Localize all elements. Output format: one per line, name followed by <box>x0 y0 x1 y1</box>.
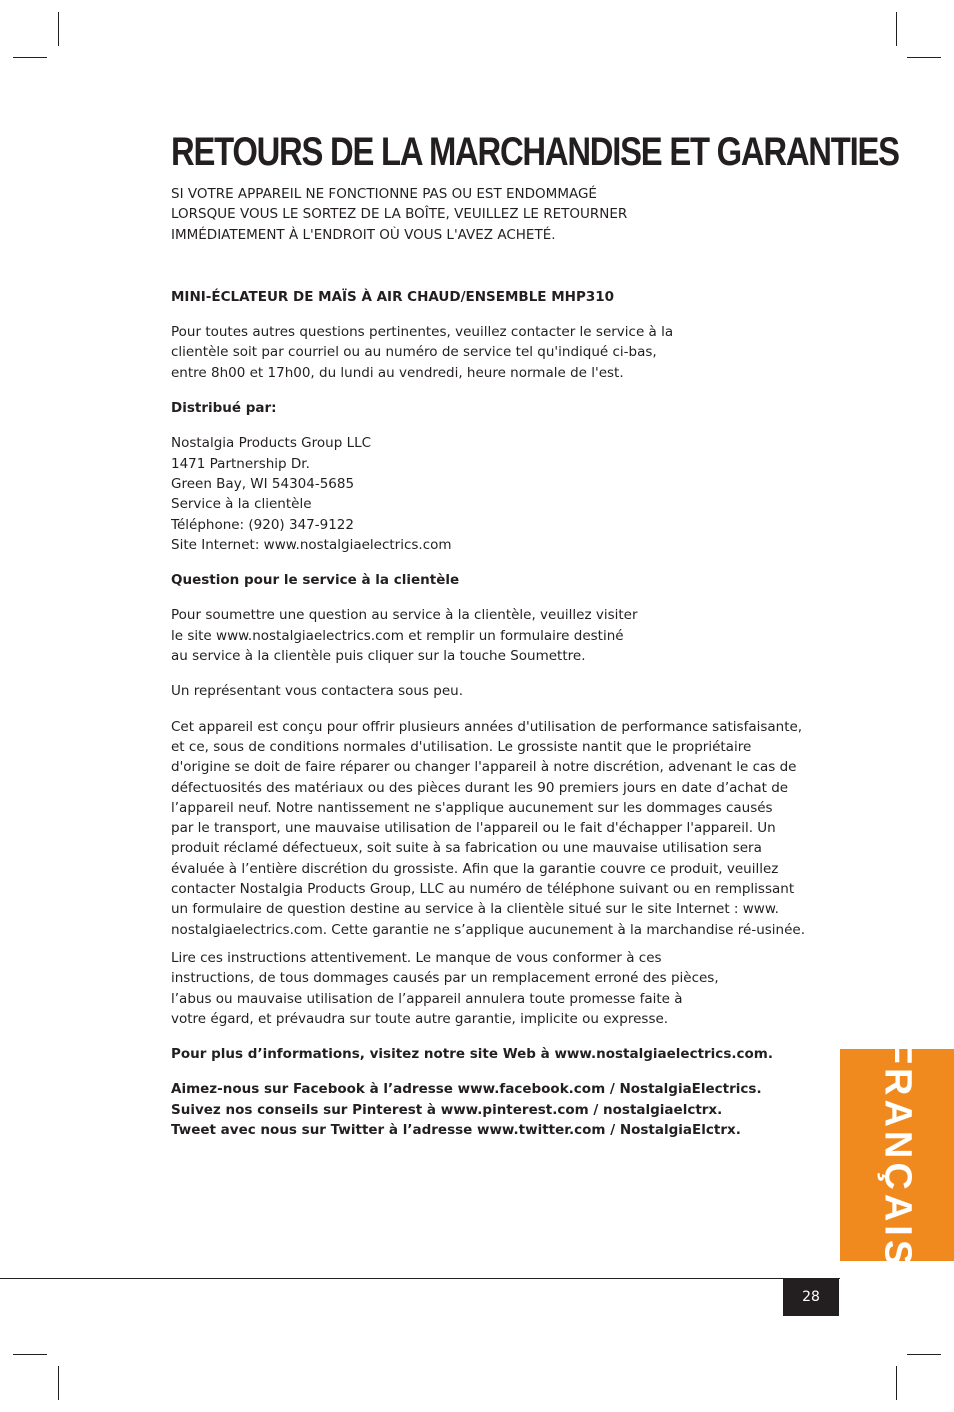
distributed-heading: Distribué par: <box>171 400 277 417</box>
page-content <box>171 184 831 1140</box>
representative-note: Un représentant vous contactera sous peu. <box>171 683 463 700</box>
crop-mark <box>13 57 47 58</box>
crop-mark <box>58 1366 59 1400</box>
intro-text: SI VOTRE APPAREIL NE FONCTIONNE PAS OU EST ENDOMMAGÉ LORSQUE VOUS LE SORTEZ DE LA BOÎTE, VEUILLEZ LE RETOURNER IMMÉDIATEMENT À L'ENDROIT OÙ VOUS L'AVEZ ACHETÉ. <box>171 186 628 243</box>
crop-mark <box>907 57 941 58</box>
more-info-line: Pour plus d’informations, visitez notre site Web à www.nostalgiaelectrics.com. <box>171 1046 773 1063</box>
social-links: Aimez-nous sur Facebook à l’adresse www.facebook.com / NostalgiaElectrics. Suivez nos conseils sur Pinterest à www.pinterest.com / nostalgiaelctrx. Tweet avec nous sur Twitter à l’adresse www.twitter.com / NostalgiaElctrx. <box>171 1081 762 1138</box>
language-tab <box>840 1040 954 1270</box>
crop-mark <box>13 1354 47 1355</box>
page-number: 28 <box>783 1279 839 1316</box>
contact-paragraph: Pour toutes autres questions pertinentes, veuillez contacter le service à la clientèle soit par courriel ou au numéro de service tel qu'indiqué ci-bas, entre 8h00 et 17h00, du lundi au vendredi, heure normale de l'est. <box>171 324 674 381</box>
crop-mark <box>896 12 897 46</box>
crop-mark <box>896 1366 897 1400</box>
language-tab-label: FRANÇAIS <box>876 1040 919 1270</box>
question-heading: Question pour le service à la clientèle <box>171 572 460 589</box>
product-heading: MINI-ÉCLATEUR DE MAÏS À AIR CHAUD/ENSEMBLE MHP310 <box>171 288 615 305</box>
crop-mark <box>907 1354 941 1355</box>
footer-rule <box>0 1278 840 1279</box>
question-paragraph: Pour soumettre une question au service à la clientèle, veuillez visiter le site www.nostalgiaelectrics.com et remplir un formulaire destiné au service à la clientèle puis cliquer sur la touche Soumettre. <box>171 607 638 665</box>
page-title: RETOURS DE LA MARCHANDISE ET GARANTIES <box>171 130 899 174</box>
distributor-address: Nostalgia Products Group LLC 1471 Partnership Dr. Green Bay, WI 54304-5685 Service à la clientèle Téléphone: (920) 347-9122 Site Internet: www.nostalgiaelectrics.com <box>171 435 452 553</box>
warranty-paragraph: Cet appareil est conçu pour offrir plusieurs années d'utilisation de performance satisfaisante, et ce, sous de conditions normales d'utilisation. Le grossiste nantit que le propriétaire d'origine se doit de faire réparer ou changer l'appareil à notre discrétion, advenant le cas de défectuosités des matériaux ou des pièces durant les 90 premiers jours en date d’achat de l’appareil neuf. Notre nantissement ne s'applique aucunement sur les dommages causés par le transport, une mauvaise utilisation de l'appareil ou le fait d'échapper l'appareil. Un produit réclamé défectueux, soit suite à sa fabrication ou une mauvaise utilisation sera évaluée à l’entière discrétion du grossiste. Afin que la garantie couvre ce produit, veuillez contacter Nostalgia Products Group, LLC au numéro de téléphone suivant ou en remplissant un formulaire de question destine au service à la clientèle situé sur le site Internet : www. nostalgiaelectrics.com. Cette garantie ne s’applique aucunement à la marchandise ré-usinée. <box>171 718 805 938</box>
crop-mark <box>58 12 59 46</box>
instructions-paragraph: Lire ces instructions attentivement. Le manque de vous conformer à ces instructions, de tous dommages causés par un remplacement erroné des pièces, l’abus ou mauvaise utilisation de l’appareil annulera toute promesse faite à votre égard, et prévaudra sur toute autre garantie, implicite ou expresse. <box>171 949 719 1027</box>
